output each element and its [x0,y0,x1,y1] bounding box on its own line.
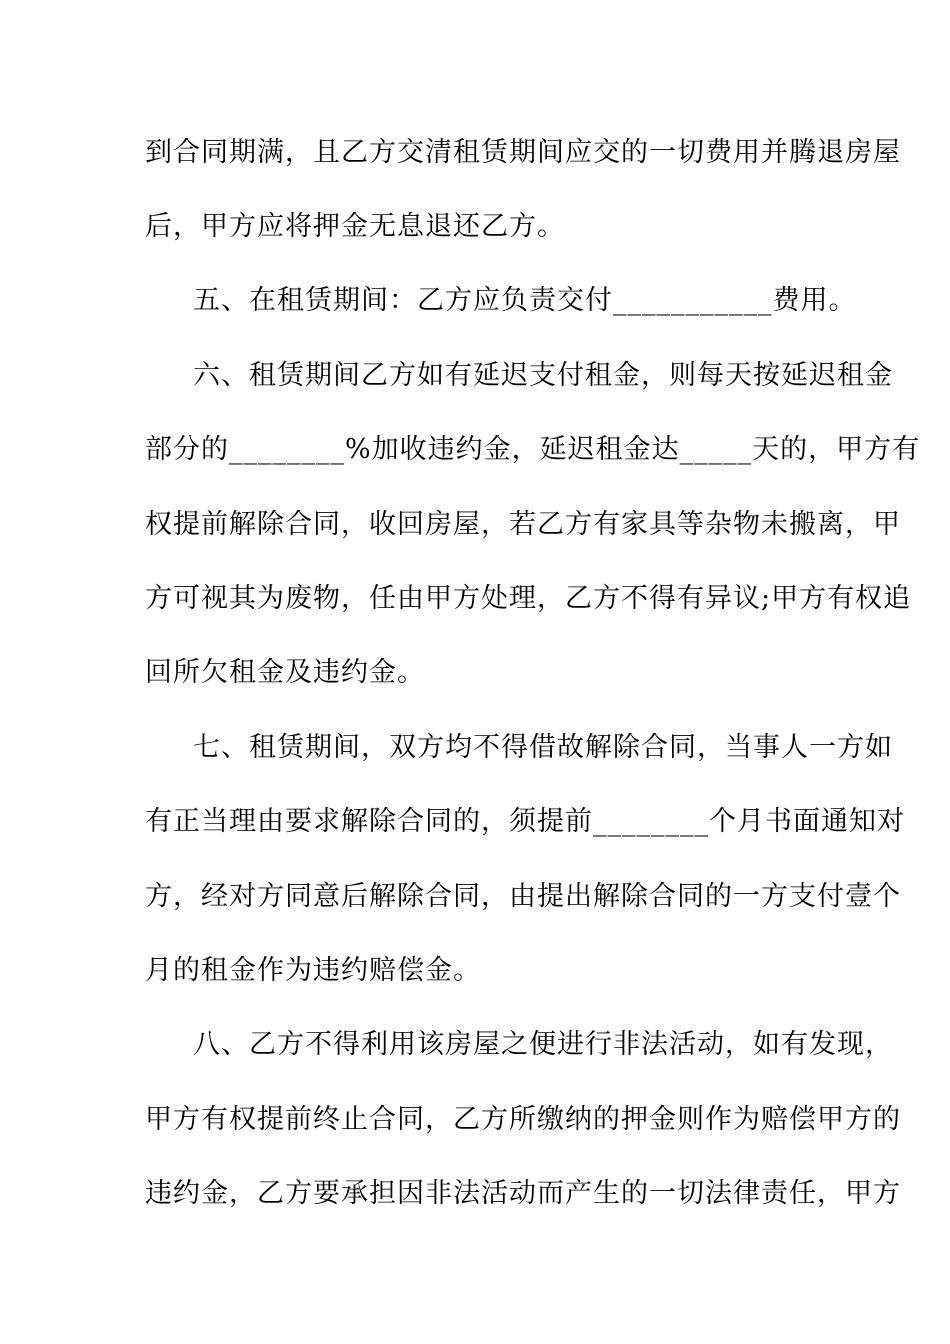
paragraph-five-line-1: 五、在租赁期间：乙方应负责交付___________费用。 [193,285,857,316]
text-line-1: 到合同期满，且乙方交清租赁期间应交的一切费用并腾退房屋 [145,137,901,168]
paragraph-six-line-1: 六、租赁期间乙方如有延迟支付租金，则每天按延迟租金 [193,360,893,391]
paragraph-six-line-4: 方可视其为废物，任由甲方处理，乙方不得有异议;甲方有权追 [145,583,912,614]
paragraph-eight-line-2: 甲方有权提前终止合同，乙方所缴纳的押金则作为赔偿甲方的 [145,1104,901,1135]
paragraph-seven-line-3: 方，经对方同意后解除合同，由提出解除合同的一方支付壹个 [145,881,901,912]
paragraph-eight-line-1: 八、乙方不得利用该房屋之便进行非法活动，如有发现， [193,1029,893,1060]
paragraph-seven-line-1: 七、租赁期间，双方均不得借故解除合同，当事人一方如 [193,732,893,763]
paragraph-six-line-5: 回所欠租金及违约金。 [145,657,425,688]
text-line-2: 后，甲方应将押金无息退还乙方。 [145,211,565,242]
paragraph-eight-line-3: 违约金，乙方要承担因非法活动而产生的一切法律责任，甲方 [145,1178,901,1209]
paragraph-six-line-3: 权提前解除合同，收回房屋，若乙方有家具等杂物未搬离，甲 [145,509,901,540]
paragraph-seven-line-4: 月的租金作为违约赔偿金。 [145,955,481,986]
paragraph-seven-line-2: 有正当理由要求解除合同的，须提前________个月书面通知对 [145,806,905,837]
paragraph-six-line-2: 部分的________%加收违约金，延迟租金达_____天的，甲方有 [145,434,921,465]
